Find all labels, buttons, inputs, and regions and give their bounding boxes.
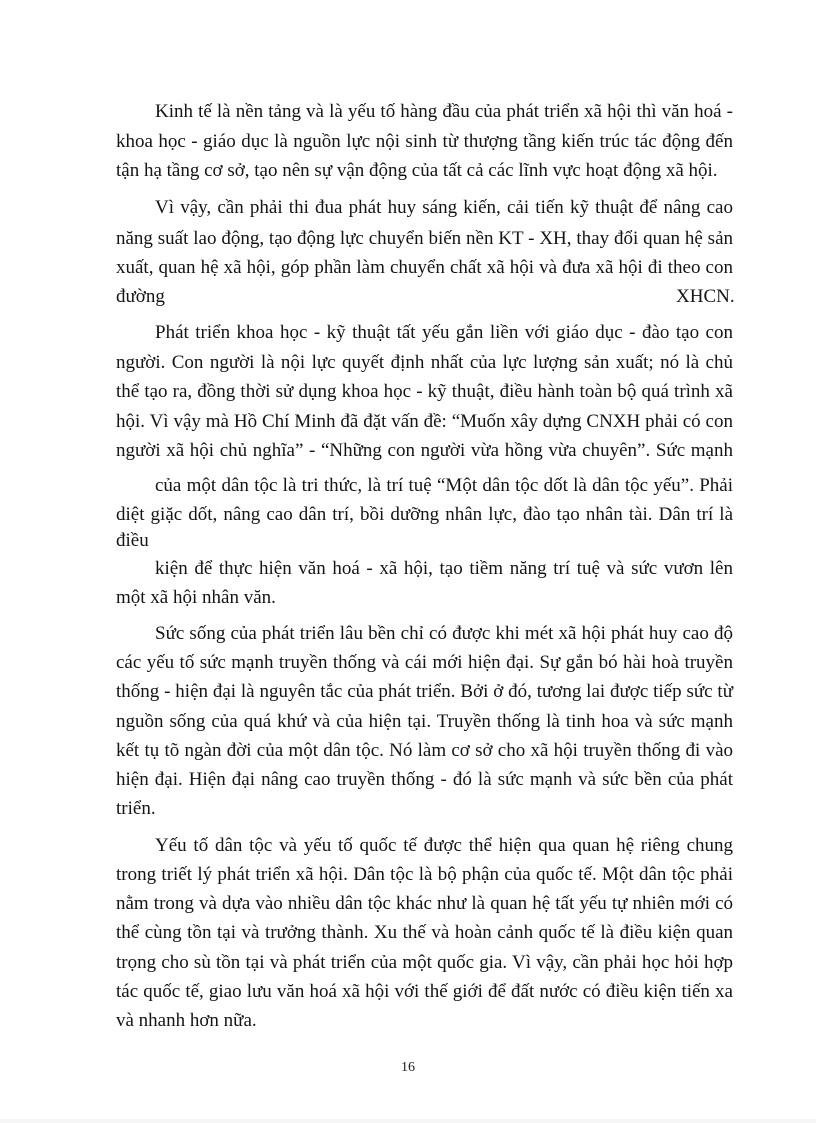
text-line: nằm trong và dựa vào nhiều dân tộc khác như là quan hệ tất yếu tự nhiên mới có <box>116 893 733 914</box>
text-line: và nhanh hơn nữa. <box>116 1010 257 1031</box>
text-line: hiện đại. Hiện đại nâng cao truyền thống - đó là sức mạnh và sức bền của phát <box>116 769 733 790</box>
text-line: của một dân tộc là tri thức, là trí tuệ “Một dân tộc dốt là dân tộc yếu”. Phải <box>155 475 733 496</box>
text-line: Yếu tố dân tộc và yếu tố quốc tế được thể hiện qua quan hệ riêng chung <box>155 835 733 856</box>
text-line: người xã hội chủ nghĩa” - “Những con người vừa hồng vừa chuyên”. Sức mạnh <box>116 440 733 461</box>
page-bottom-edge <box>0 1119 816 1123</box>
text-line: trọng cho sù tồn tại và phát triển của một quốc gia. Vì vậy, cần phải học hỏi hợp <box>116 952 733 973</box>
page-number: 16 <box>401 1060 415 1075</box>
text-line: năng suất lao động, tạo động lực chuyển biến nền KT - XH, thay đổi quan hệ sản <box>116 228 733 249</box>
text-line: kiện để thực hiện văn hoá - xã hội, tạo tiềm năng trí tuệ và sức vươn lên <box>155 558 733 579</box>
text-line: diệt giặc dốt, nâng cao dân trí, bồi dưỡng nhân lực, đào tạo nhân tài. Dân trí là <box>116 504 733 525</box>
text-line: triển. <box>116 798 156 819</box>
text-line: các yếu tố sức mạnh truyền thống và cái mới hiện đại. Sự gắn bó hài hoà truyền <box>116 652 733 673</box>
text-line: kết tụ tõ ngàn đời của một dân tộc. Nó làm cơ sở cho xã hội truyền thống đi vào <box>116 740 733 761</box>
text-line: khoa học - giáo dục là nguồn lực nội sinh từ thượng tầng kiến trúc tác động đến <box>116 131 733 152</box>
text-line: người. Con người là nội lực quyết định nhất của lực lượng sản xuất; nó là chủ <box>116 352 733 373</box>
text-line: Kinh tế là nền tảng và là yếu tố hàng đầu của phát triển xã hội thì văn hoá - <box>155 101 733 122</box>
text-line: thể tạo ra, đồng thời sử dụng khoa học - kỹ thuật, điều hành toàn bộ quá trình xã <box>116 381 733 402</box>
text-line: đường <box>116 286 165 307</box>
text-line: hội. Vì vậy mà Hồ Chí Minh đã đặt vấn đề: “Muốn xây dựng CNXH phải có con <box>116 411 733 432</box>
text-line: Vì vậy, cần phải thi đua phát huy sáng kiến, cải tiến kỹ thuật để nâng cao <box>155 197 733 218</box>
text-line: thể cùng tồn tại và trưởng thành. Xu thế và hoàn cảnh quốc tế là điều kiện quan <box>116 922 733 943</box>
text-line: Phát triển khoa học - kỹ thuật tất yếu gắn liền với giáo dục - đào tạo con <box>155 322 733 343</box>
text-line: trong triết lý phát triển xã hội. Dân tộc là bộ phận của quốc tế. Một dân tộc phải <box>116 864 733 885</box>
text-line: thống - hiện đại là nguyên tắc của phát triển. Bởi ở đó, tương lai được tiếp sức từ <box>116 681 733 702</box>
text-line: nguồn sống của quá khứ và của hiện tại. Truyền thống là tinh hoa và sức mạnh <box>116 711 733 732</box>
text-line: điều <box>116 530 149 551</box>
text-line: tác quốc tế, giao lưu văn hoá xã hội với thế giới để đất nước có điều kiện tiến xa <box>116 981 733 1002</box>
text-line: Sức sống của phát triển lâu bền chỉ có được khi mét xã hội phát huy cao độ <box>155 623 733 644</box>
text-line: xuất, quan hệ xã hội, góp phần làm chuyển chất xã hội và đưa xã hội đi theo con <box>116 257 733 278</box>
text-line: tận hạ tầng cơ sở, tạo nên sự vận động của tất cả các lĩnh vực hoạt động xã hội. <box>116 160 718 181</box>
text-line: XHCN. <box>676 286 735 307</box>
text-line: một xã hội nhân văn. <box>116 587 276 608</box>
